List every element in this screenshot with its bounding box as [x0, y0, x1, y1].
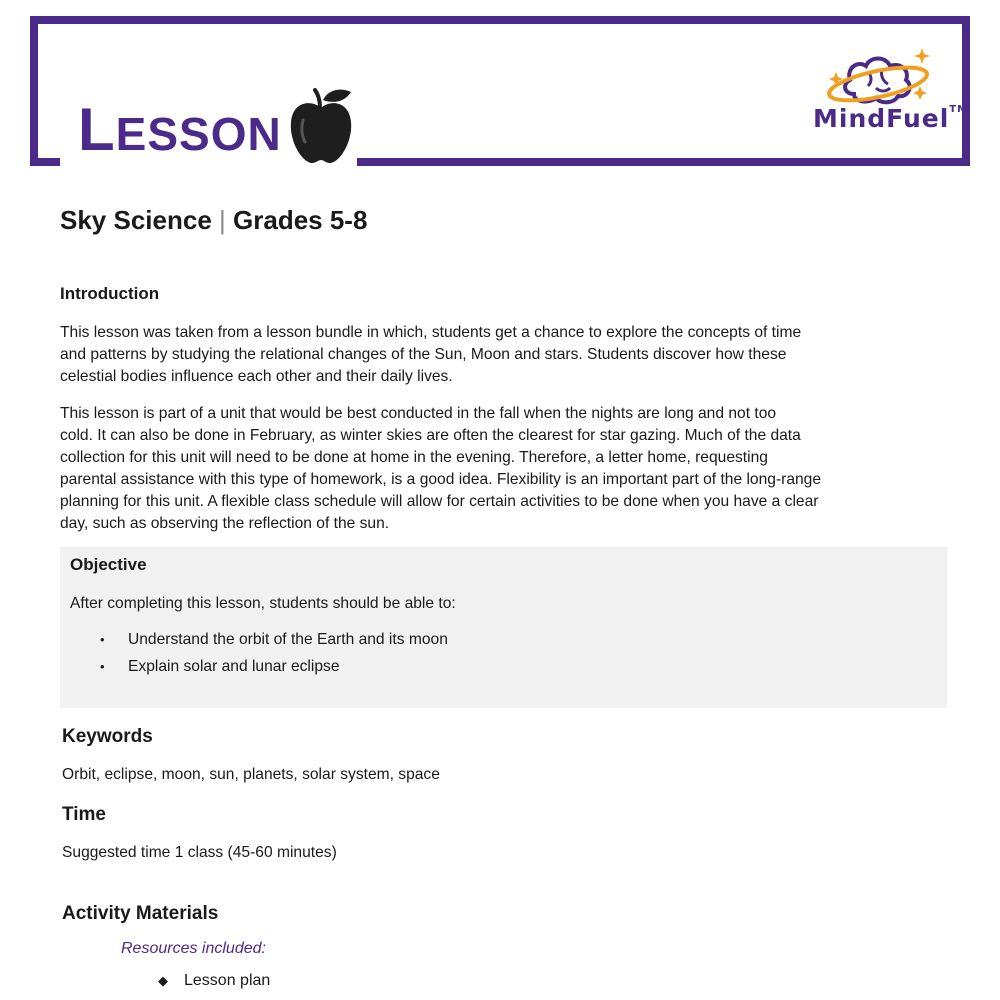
brand-name: MindFuel [813, 104, 950, 133]
intro-p2-line: cold. It can also be done in February, as winter skies are often the clearest for star gazing. Much of the data [60, 427, 801, 444]
time-text: Suggested time 1 class (45-60 minutes) [62, 844, 337, 861]
intro-p2-line: collection for this unit will need to be done at home in the evening. Therefore, a letter home, requesting [60, 449, 768, 466]
keywords-heading: Keywords [62, 726, 153, 747]
banner-frame-top [30, 16, 970, 24]
list-item [158, 972, 270, 990]
list-item: • Explain solar and lunar eclipse [100, 653, 448, 680]
lesson-heading-rest: ESSON [115, 108, 282, 160]
banner-frame-right [962, 16, 970, 166]
bullet-icon: ◆ [158, 973, 168, 988]
intro-p1-line: and patterns by studying the relational changes of the Sun, Moon and stars. Students discover how these [60, 346, 787, 363]
lesson-heading-initial: L [78, 96, 116, 163]
resources-included-label: Resources included: [121, 940, 266, 957]
lesson-banner [0, 0, 1000, 175]
keywords-text: Orbit, eclipse, moon, sun, planets, solar system, space [62, 766, 440, 783]
resource-item-label: Lesson plan [184, 972, 271, 989]
title-subject: Sky Science [60, 205, 212, 235]
intro-p2-line: day, such as observing the reflection of the sun. [60, 515, 390, 532]
objective-intro: After completing this lesson, students should be able to: [70, 595, 456, 612]
intro-p2-line: planning for this unit. A flexible class schedule will allow for certain activities to be done when you have a clear [60, 493, 819, 510]
activity-materials-heading: Activity Materials [62, 903, 219, 924]
introduction-paragraph-2 [60, 403, 821, 535]
banner-frame-bottom-left [30, 158, 60, 166]
brand-trademark: TM [949, 104, 969, 115]
banner-frame-left [30, 16, 38, 166]
title-separator: | [219, 205, 226, 235]
introduction-paragraph-1 [60, 322, 801, 388]
banner-frame-bottom-right [357, 158, 970, 166]
intro-p1-line: celestial bodies influence each other and their daily lives. [60, 368, 453, 385]
intro-p2-line: This lesson is part of a unit that would be best conducted in the fall when the nights are long and not too [60, 405, 777, 422]
objective-heading: Objective [70, 555, 147, 574]
introduction-heading: Introduction [60, 284, 160, 303]
mindfuel-logo-text [813, 104, 968, 133]
apple-icon [287, 86, 355, 166]
list-item: • Understand the orbit of the Earth and its moon [100, 626, 448, 653]
title-grades: Grades 5-8 [233, 205, 368, 235]
intro-p1-line: This lesson was taken from a lesson bundle in which, students get a chance to explore the concepts of time [60, 324, 802, 341]
page-title [60, 205, 367, 236]
intro-p2-line: parental assistance with this type of homework, is a good idea. Flexibility is an important part of the long-range [60, 471, 822, 488]
objective-list [100, 626, 448, 680]
lesson-heading [78, 96, 282, 163]
time-heading: Time [62, 804, 107, 825]
